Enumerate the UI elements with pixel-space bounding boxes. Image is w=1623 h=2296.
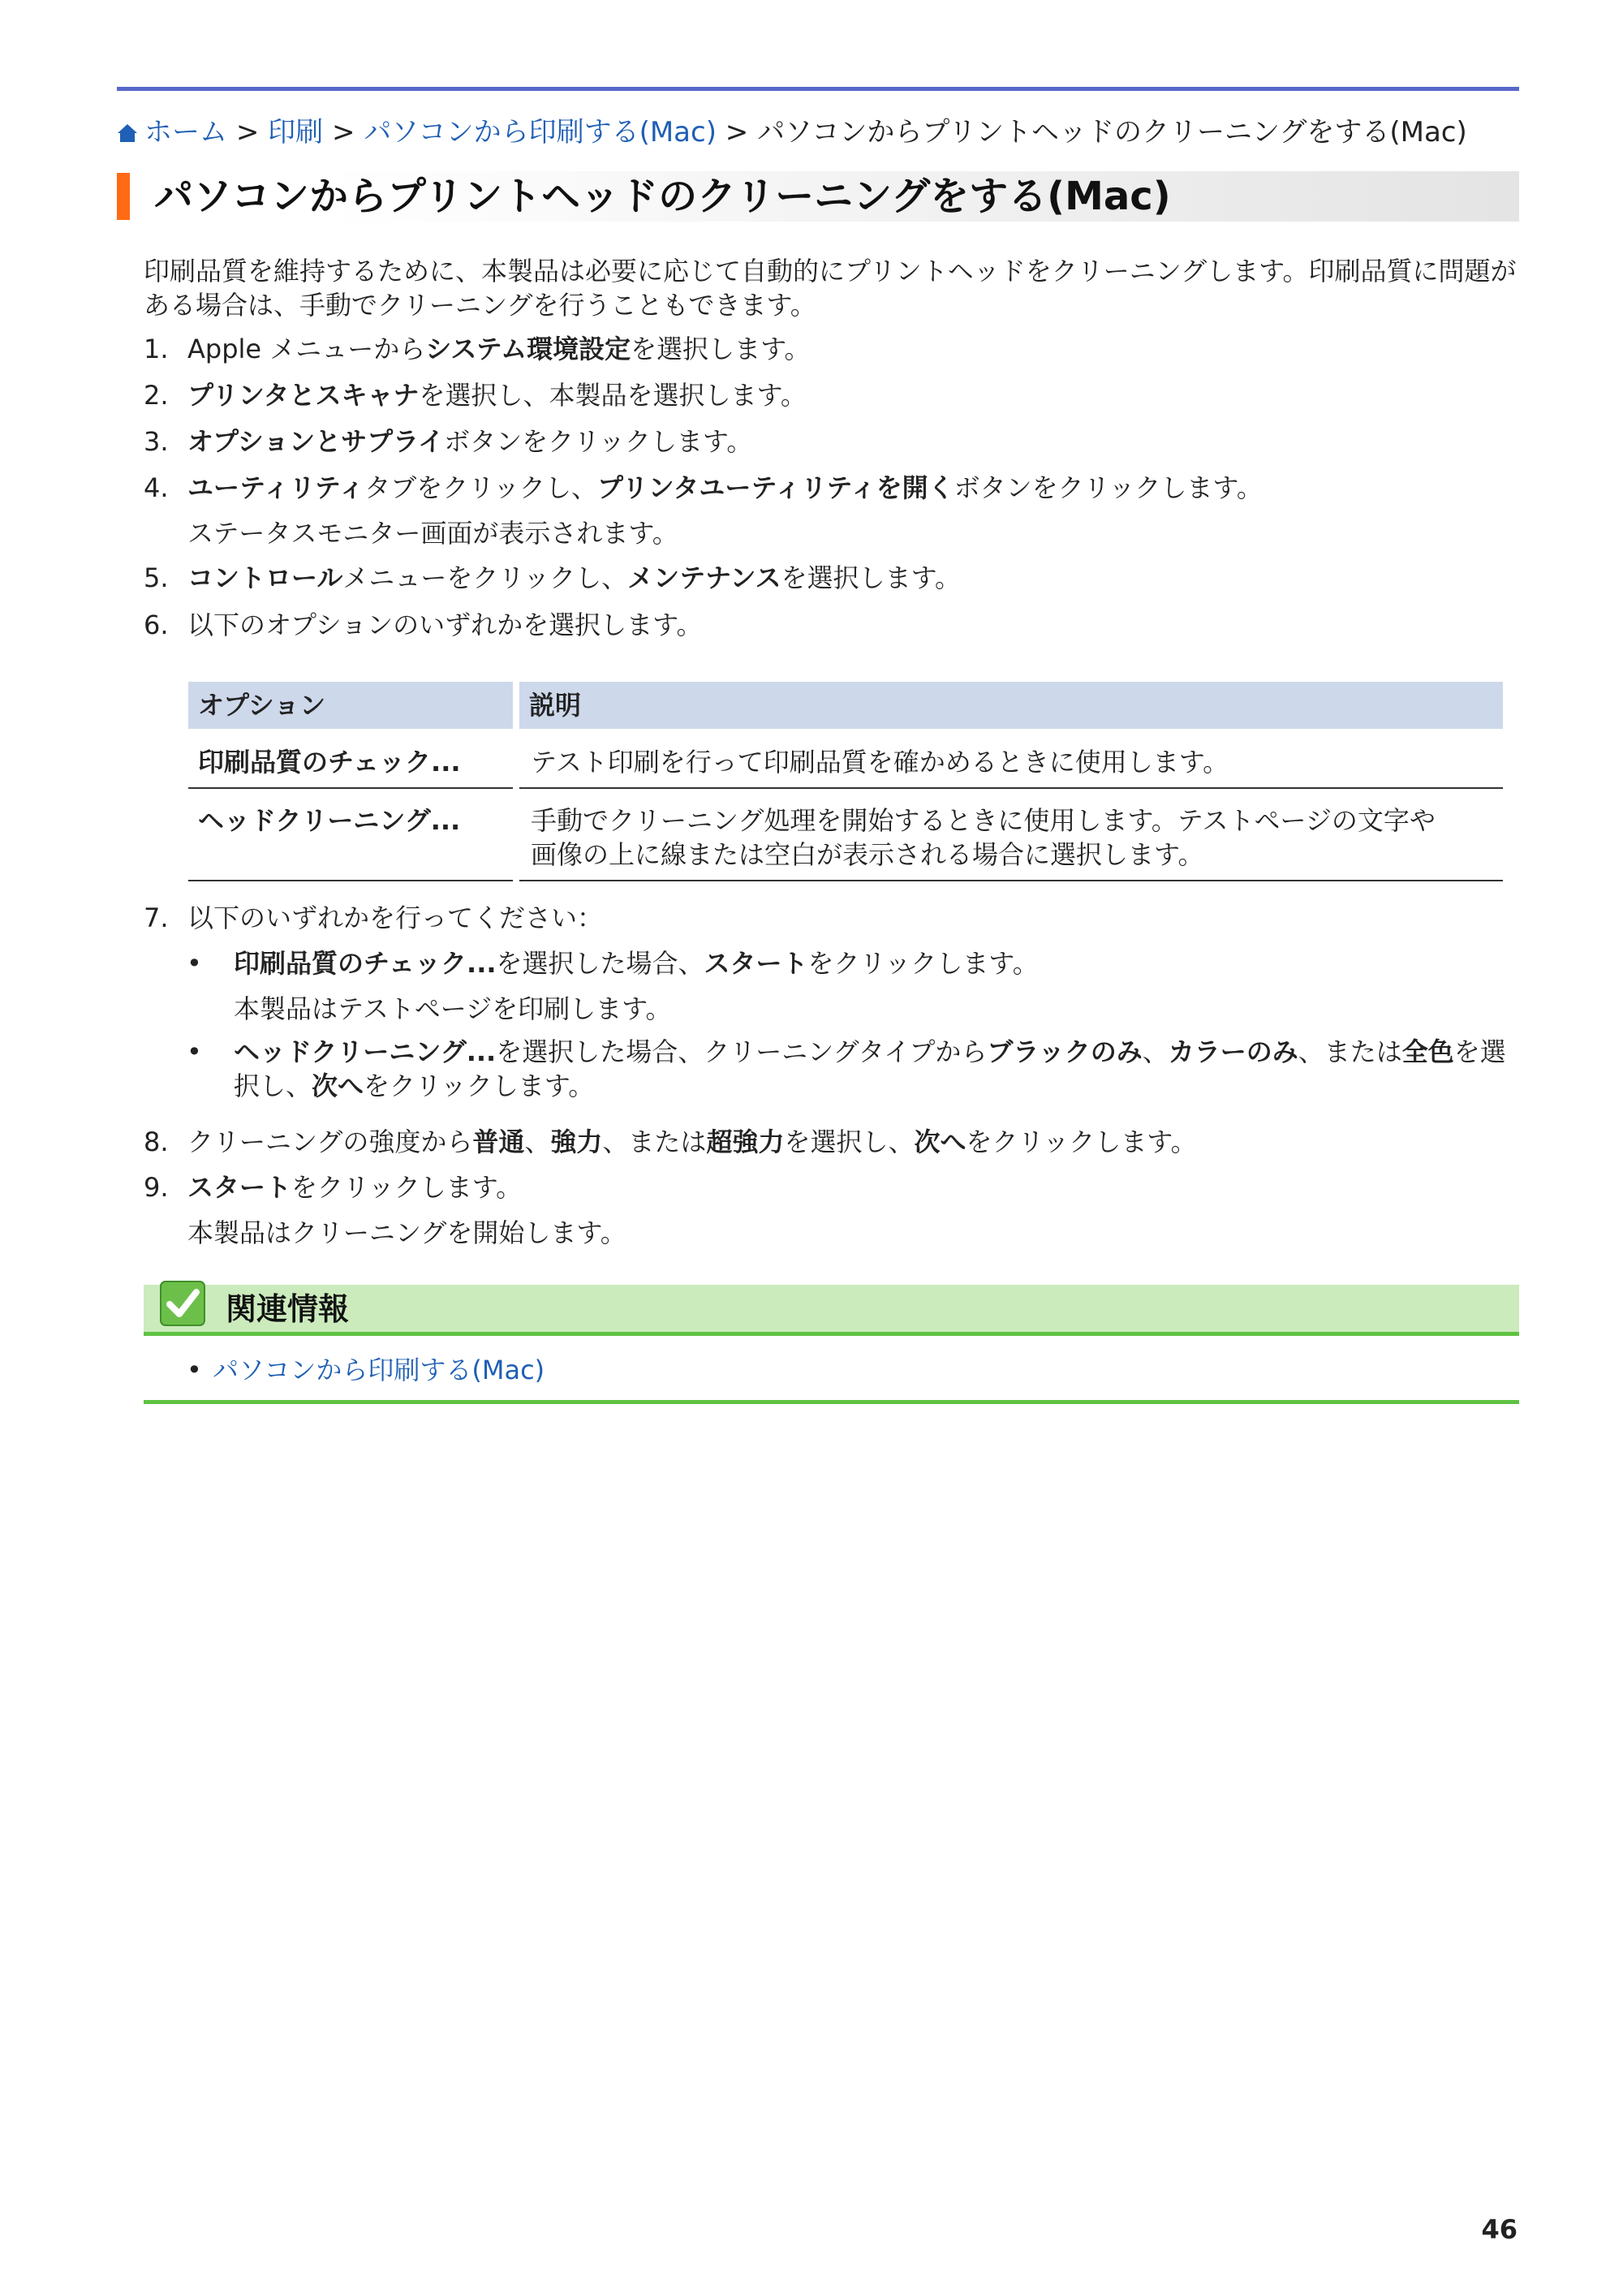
table-row-divider [188, 787, 513, 789]
step-text: をクリックします。 [291, 1172, 523, 1203]
step-6 [144, 608, 703, 642]
table-cell-description: テスト印刷を行って印刷品質を確かめるときに使用します。 [531, 747, 1229, 778]
ui-term: 印刷品質のチェック... [234, 948, 497, 979]
table-cell-description: 手動でクリーニング処理を開始するときに使用します。テストページの文字や [531, 805, 1436, 836]
table-row-divider [188, 880, 513, 881]
ui-term: メンテナンス [627, 562, 781, 593]
step-number: 4. [144, 472, 169, 503]
ui-term: 全色 [1401, 1036, 1454, 1067]
ui-term: 次へ [914, 1126, 966, 1157]
step-text: を選択し、本製品を選択します。 [419, 380, 807, 411]
ui-term: ヘッドクリーニング... [234, 1036, 497, 1067]
step-5 [144, 561, 961, 595]
bullet-text: 、 [1142, 1036, 1169, 1067]
step-9 [144, 1170, 522, 1204]
related-info-bar [144, 1285, 1519, 1333]
step-number: 2. [144, 380, 169, 411]
step-text: Apple メニューから [187, 334, 426, 364]
step-3 [144, 424, 752, 459]
step-number: 6. [144, 610, 169, 640]
home-icon[interactable] [117, 123, 138, 144]
bullet-head-cleaning [234, 1035, 1524, 1103]
step-text: を選択します。 [631, 334, 811, 364]
related-info-title: 関連情報 [226, 1291, 350, 1327]
step-text: を選択します。 [781, 562, 962, 593]
table-row-divider [519, 787, 1503, 789]
intro-paragraph: 印刷品質を維持するために、本製品は必要に応じて自動的にプリントヘッドをクリーニングします。印刷品質に問題がある場合は、手動でクリーニングを行うこともできます。 [144, 256, 1517, 321]
ui-term: ブラックのみ [987, 1036, 1143, 1067]
step-4 [144, 471, 1263, 505]
bullet-text: を選択し、 [234, 1036, 1506, 1101]
step-8 [144, 1125, 1197, 1159]
table-row-divider [519, 880, 1503, 881]
bullet-check-quality [234, 946, 1039, 980]
header-rule [117, 87, 1519, 91]
table-header-cell [188, 682, 513, 729]
breadcrumb-separator: > [235, 116, 260, 149]
page-number: 46 [1481, 2214, 1518, 2245]
step-1 [144, 332, 811, 366]
bullet-dot: • [187, 1036, 202, 1067]
bullet-text: をクリックします。 [364, 1070, 595, 1101]
ui-term: スタート [704, 948, 808, 979]
step-number: 7. [144, 902, 169, 933]
step-text: メニューをクリックし、 [342, 562, 628, 593]
ui-term: プリンタとスキャナ [187, 380, 420, 411]
step-4-note: ステータスモニター画面が表示されます。 [187, 518, 678, 549]
table-cell-option: 印刷品質のチェック... [198, 747, 461, 778]
breadcrumb-print[interactable]: 印刷 [268, 116, 324, 149]
bullet-dot: • [187, 1355, 202, 1385]
bullet-text: を選択した場合、 [496, 948, 704, 979]
step-text: ボタンをクリックします。 [954, 472, 1263, 503]
breadcrumb-home[interactable]: ホーム [144, 116, 227, 149]
ui-term: 普通 [472, 1126, 525, 1157]
bullet-text: を選択した場合、クリーニングタイプから [496, 1036, 988, 1067]
breadcrumb-separator: > [725, 116, 749, 149]
step-text: タブをクリックし、 [364, 472, 597, 503]
table-header-cell [519, 682, 1503, 729]
ui-term: コントロール [187, 562, 343, 593]
step-text: ボタンをクリックします。 [444, 426, 753, 457]
step-number: 3. [144, 426, 169, 457]
checkmark-icon [159, 1280, 206, 1327]
step-text: クリーニングの強度から [187, 1126, 473, 1157]
step-number: 1. [144, 334, 169, 364]
ui-term: 次へ [312, 1070, 364, 1101]
bullet-text: 、または [1298, 1036, 1402, 1067]
breadcrumb [117, 116, 1467, 149]
step-2 [144, 378, 807, 412]
breadcrumb-print-from-computer[interactable]: パソコンから印刷する(Mac) [364, 116, 717, 149]
step-number: 8. [144, 1126, 169, 1157]
step-text: 、 [524, 1126, 551, 1157]
bullet-check-quality-note: 本製品はテストページを印刷します。 [234, 993, 672, 1024]
step-number: 9. [144, 1172, 169, 1203]
table-cell-description: 画像の上に線または空白が表示される場合に選択します。 [531, 839, 1204, 870]
step-text: 以下のオプションのいずれかを選択します。 [187, 610, 703, 640]
step-text: を選択し、 [784, 1126, 915, 1157]
breadcrumb-current: パソコンからプリントヘッドのクリーニングをする(Mac) [757, 116, 1467, 149]
step-text: 以下のいずれかを行ってください： [187, 902, 604, 933]
step-number: 5. [144, 562, 169, 593]
step-text: をクリックします。 [966, 1126, 1197, 1157]
related-link-print-from-computer[interactable]: パソコンから印刷する(Mac) [213, 1355, 545, 1385]
related-info-bottom-rule [144, 1400, 1519, 1404]
ui-term: オプションとサプライ [187, 426, 445, 457]
ui-term: プリンタユーティリティを開く [596, 472, 954, 503]
step-9-note: 本製品はクリーニングを開始します。 [187, 1217, 626, 1248]
bullet-text: をクリックします。 [807, 948, 1039, 979]
ui-term: システム環境設定 [425, 334, 631, 364]
table-header-description: 説明 [529, 690, 582, 721]
ui-term: スタート [187, 1172, 292, 1203]
table-header-option: オプション [198, 690, 326, 721]
table-cell-option: ヘッドクリーニング... [198, 805, 461, 836]
ui-term: ユーティリティ [187, 472, 365, 503]
step-text: 、または [602, 1126, 707, 1157]
breadcrumb-separator: > [331, 116, 355, 149]
bullet-dot: • [187, 948, 202, 979]
related-info-rule [144, 1332, 1519, 1336]
ui-term: カラーのみ [1168, 1036, 1298, 1067]
ui-term: 強力 [550, 1126, 603, 1157]
step-7 [144, 901, 603, 935]
title-accent-bar [117, 173, 130, 220]
page-title: パソコンからプリントヘッドのクリーニングをする(Mac) [154, 174, 1171, 219]
ui-term: 超強力 [706, 1126, 785, 1157]
